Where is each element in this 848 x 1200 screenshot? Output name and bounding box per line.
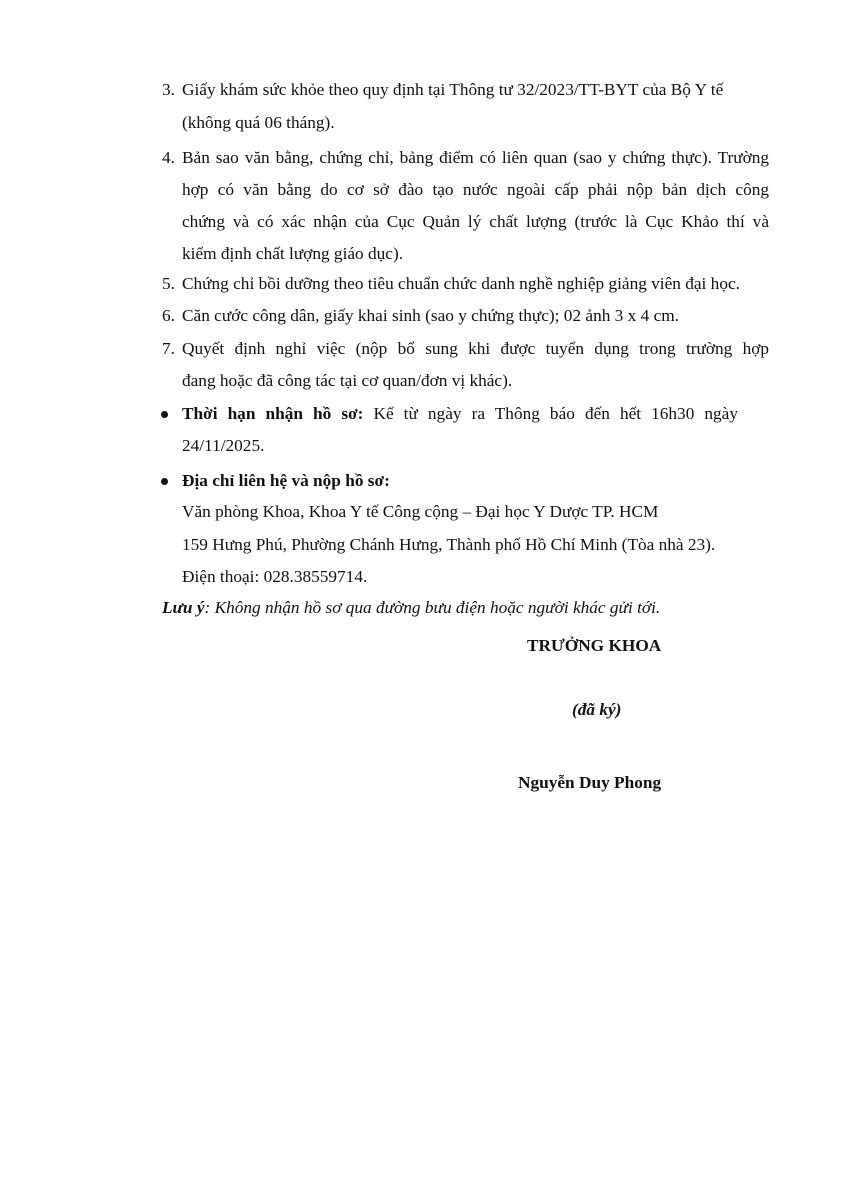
deadline-bullet-icon bbox=[161, 411, 168, 418]
signature-signed: (đã ký) bbox=[572, 700, 622, 719]
item-5-line-1: Chứng chỉ bồi dưỡng theo tiêu chuẩn chức danh nghề nghiệp giảng viên đại học. bbox=[182, 274, 740, 293]
signature-title: TRƯỞNG KHOA bbox=[527, 636, 662, 655]
item-4-line-4: kiểm định chất lượng giáo dục). bbox=[182, 244, 404, 263]
contact-office: Văn phòng Khoa, Khoa Y tế Công cộng – Đại học Y Dược TP. HCM bbox=[182, 502, 659, 521]
item-4-number: 4. bbox=[162, 148, 175, 167]
item-6-number: 6. bbox=[162, 306, 175, 325]
item-3-number: 3. bbox=[162, 80, 175, 99]
item-4-line-2: hợp có văn bằng do cơ sở đào tạo nước ngoài cấp phải nộp bản dịch công bbox=[182, 180, 769, 199]
contact-phone: Điện thoại: 028.38559714. bbox=[182, 567, 368, 586]
item-5-number: 5. bbox=[162, 274, 175, 293]
contact-label: Địa chỉ liên hệ và nộp hồ sơ: bbox=[182, 471, 390, 490]
deadline-text: Kể từ ngày ra Thông báo đến hết 16h30 ngày bbox=[363, 404, 738, 423]
item-4-line-3: chứng và có xác nhận của Cục Quản lý chất lượng (trước là Cục Khảo thí và bbox=[182, 212, 769, 231]
contact-address: 159 Hưng Phú, Phường Chánh Hưng, Thành phố Hồ Chí Minh (Tòa nhà 23). bbox=[182, 535, 716, 554]
item-7-number: 7. bbox=[162, 339, 175, 358]
item-7-line-2: đang hoặc đã công tác tại cơ quan/đơn vị khác). bbox=[182, 371, 513, 390]
deadline-label: Thời hạn nhận hồ sơ: bbox=[182, 404, 364, 423]
deadline-line-2: 24/11/2025. bbox=[182, 436, 265, 455]
note bbox=[162, 598, 660, 618]
item-3-line-1: Giấy khám sức khỏe theo quy định tại Thông tư 32/2023/TT-BYT của Bộ Y tế bbox=[182, 80, 724, 99]
note-text: : Không nhận hồ sơ qua đường bưu điện hoặc người khác gửi tới. bbox=[204, 598, 661, 617]
item-4-line-1: Bản sao văn bằng, chứng chỉ, bảng điểm có liên quan (sao y chứng thực). Trường bbox=[182, 148, 769, 167]
deadline-line-1 bbox=[182, 404, 738, 424]
signature-name: Nguyễn Duy Phong bbox=[518, 773, 662, 792]
item-7-line-1: Quyết định nghỉ việc (nộp bổ sung khi được tuyển dụng trong trường hợp bbox=[182, 339, 769, 358]
item-3-line-2: (không quá 06 tháng). bbox=[182, 113, 335, 132]
item-6-line-1: Căn cước công dân, giấy khai sinh (sao y chứng thực); 02 ảnh 3 x 4 cm. bbox=[182, 306, 679, 325]
contact-bullet-icon bbox=[161, 478, 168, 485]
note-label: Lưu ý bbox=[162, 598, 205, 617]
